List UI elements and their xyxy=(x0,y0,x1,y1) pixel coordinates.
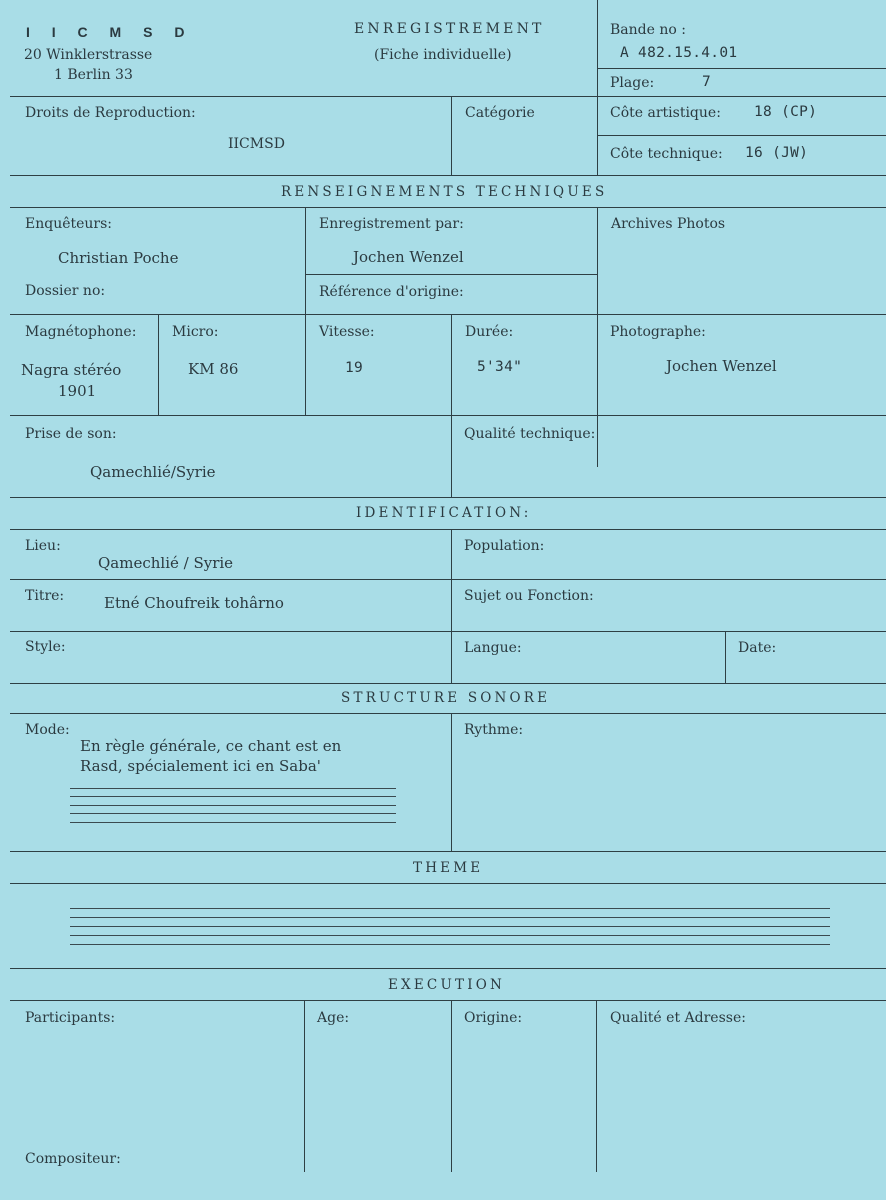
enregistrement-value: Jochen Wenzel xyxy=(353,248,464,266)
droits-value: IICMSD xyxy=(228,136,285,152)
divider xyxy=(451,713,452,851)
divider xyxy=(597,135,886,136)
style-label: Style: xyxy=(25,639,66,655)
reference-label: Référence d'origine: xyxy=(319,284,464,300)
participants-label: Participants: xyxy=(25,1010,116,1026)
divider xyxy=(10,631,886,632)
divider xyxy=(10,497,886,498)
divider xyxy=(451,529,452,683)
origine-label: Origine: xyxy=(464,1010,523,1026)
mode-value: Rasd, spécialement ici en Saba' xyxy=(80,757,321,775)
bande-label: Bande no : xyxy=(610,22,686,38)
divider xyxy=(10,1000,886,1001)
divider xyxy=(10,683,886,684)
droits-label: Droits de Reproduction: xyxy=(25,105,196,121)
section-structure-sonore: STRUCTURE SONORE xyxy=(341,690,551,706)
sujet-label: Sujet ou Fonction: xyxy=(464,588,594,604)
divider xyxy=(10,207,886,208)
magnetophone-label: Magnétophone: xyxy=(25,324,137,340)
magnetophone-value: 1901 xyxy=(58,382,97,400)
section-theme: THEME xyxy=(413,860,484,876)
magnetophone-value: Nagra stéréo xyxy=(21,361,122,379)
divider xyxy=(451,314,452,415)
dossier-label: Dossier no: xyxy=(25,283,106,299)
cote-technique-value: 16 (JW) xyxy=(745,145,809,161)
section-renseignements-techniques: RENSEIGNEMENTS TECHNIQUES xyxy=(281,184,608,200)
divider xyxy=(10,529,886,530)
enregistrement-label: Enregistrement par: xyxy=(319,216,464,232)
divider xyxy=(305,274,597,275)
divider xyxy=(10,579,886,580)
titre-label: Titre: xyxy=(25,588,65,604)
divider xyxy=(597,207,598,467)
address-line2: 1 Berlin 33 xyxy=(54,67,133,83)
divider xyxy=(158,314,159,415)
qualite-adresse-label: Qualité et Adresse: xyxy=(610,1010,746,1026)
vitesse-label: Vitesse: xyxy=(319,324,375,340)
prise-de-son-value: Qamechlié/Syrie xyxy=(90,463,216,481)
staff-line xyxy=(70,917,830,918)
divider xyxy=(596,1000,597,1172)
divider xyxy=(305,207,306,415)
divider xyxy=(451,96,452,175)
titre-value: Etné Choufreik tohârno xyxy=(104,594,284,612)
divider xyxy=(725,631,726,683)
cote-artistique-value: 18 (CP) xyxy=(754,104,818,120)
writing-line xyxy=(70,788,396,789)
divider xyxy=(597,0,598,175)
age-label: Age: xyxy=(317,1010,350,1026)
form-subtitle: (Fiche individuelle) xyxy=(374,47,512,63)
prise-de-son-label: Prise de son: xyxy=(25,426,117,442)
staff-line xyxy=(70,908,830,909)
compositeur-label: Compositeur: xyxy=(25,1151,121,1167)
writing-line xyxy=(70,805,396,806)
vitesse-value: 19 xyxy=(345,360,364,376)
langue-label: Langue: xyxy=(464,640,522,656)
duree-label: Durée: xyxy=(465,324,514,340)
writing-line xyxy=(70,796,396,797)
divider xyxy=(597,68,886,69)
categorie-label: Catégorie xyxy=(465,105,535,121)
rythme-label: Rythme: xyxy=(464,722,524,738)
address-line1: 20 Winklerstrasse xyxy=(24,47,153,63)
cote-technique-label: Côte technique: xyxy=(610,146,723,162)
org-name: I I C M S D xyxy=(26,24,194,40)
form-title: ENREGISTREMENT xyxy=(354,21,545,37)
writing-line xyxy=(70,813,396,814)
writing-line xyxy=(70,822,396,823)
divider xyxy=(10,175,886,176)
lieu-label: Lieu: xyxy=(25,538,61,554)
staff-line xyxy=(70,935,830,936)
plage-label: Plage: xyxy=(610,75,655,91)
divider xyxy=(451,415,452,497)
section-identification: IDENTIFICATION: xyxy=(356,505,532,521)
date-label: Date: xyxy=(738,640,777,656)
lieu-value: Qamechlié / Syrie xyxy=(98,554,234,572)
plage-value: 7 xyxy=(702,74,712,90)
mode-label: Mode: xyxy=(25,722,70,738)
duree-value: 5'34" xyxy=(477,359,523,375)
divider xyxy=(10,713,886,714)
photographe-value: Jochen Wenzel xyxy=(666,357,777,375)
section-execution: EXECUTION xyxy=(388,977,506,993)
divider xyxy=(304,1000,305,1172)
divider xyxy=(10,96,886,97)
divider xyxy=(451,1000,452,1172)
divider xyxy=(10,968,886,969)
divider xyxy=(10,883,886,884)
cote-artistique-label: Côte artistique: xyxy=(610,105,721,121)
enqueteurs-value: Christian Poche xyxy=(58,249,179,267)
divider xyxy=(10,314,886,315)
divider xyxy=(10,851,886,852)
staff-line xyxy=(70,944,830,945)
staff-line xyxy=(70,926,830,927)
archives-photos-label: Archives Photos xyxy=(611,216,726,232)
micro-label: Micro: xyxy=(172,324,219,340)
enqueteurs-label: Enquêteurs: xyxy=(25,216,113,232)
micro-value: KM 86 xyxy=(188,360,239,378)
qualite-technique-label: Qualité technique: xyxy=(464,426,596,442)
divider xyxy=(10,415,886,416)
mode-value: En règle générale, ce chant est en xyxy=(80,737,342,755)
bande-value: A 482.15.4.01 xyxy=(620,45,738,61)
photographe-label: Photographe: xyxy=(610,324,706,340)
population-label: Population: xyxy=(464,538,545,554)
